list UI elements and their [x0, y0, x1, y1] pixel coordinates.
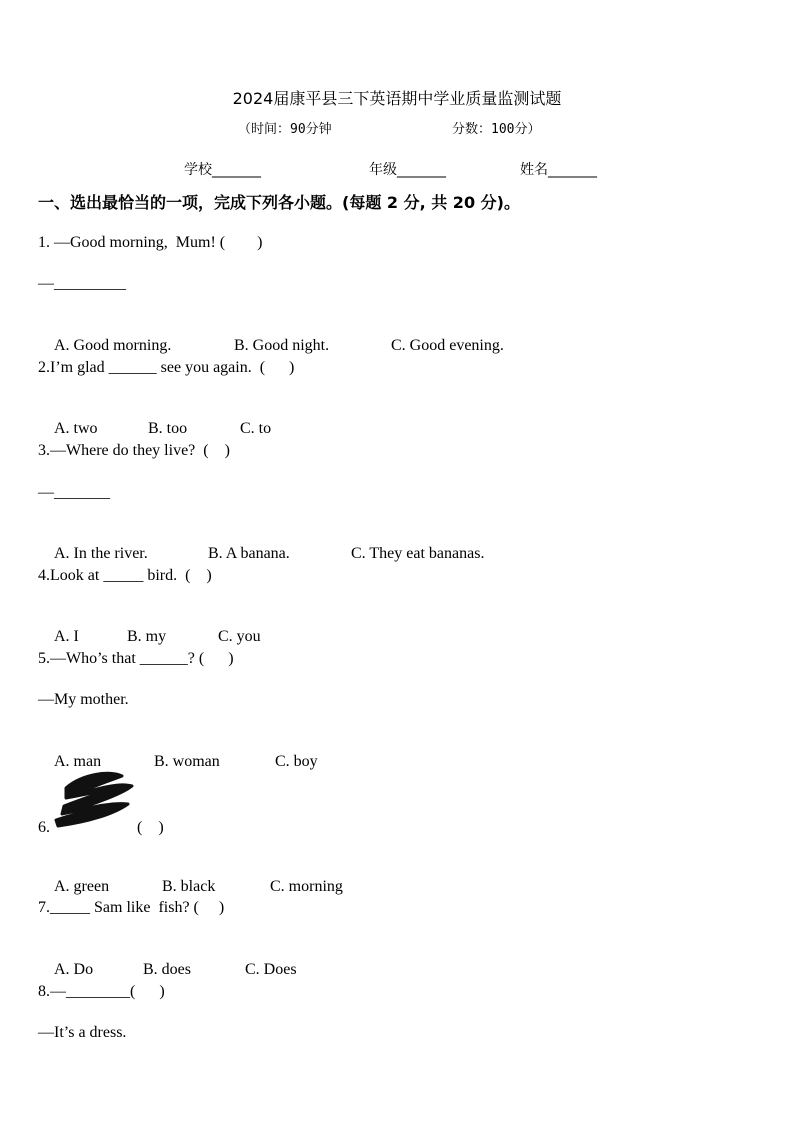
- option-c: C. to: [240, 420, 272, 437]
- question-7-stem: 7._____ Sam like fish? ( ): [38, 899, 225, 916]
- option-a: A. green: [54, 878, 110, 895]
- option-b: B. woman: [154, 753, 220, 770]
- question-2-stem: 2.I’m glad ______ see you again. ( ): [38, 359, 295, 376]
- redacted-image-icon: [52, 768, 138, 832]
- option-a: A. two: [54, 420, 98, 437]
- option-a: A. man: [54, 753, 102, 770]
- option-c: C. Does: [245, 961, 297, 978]
- question-1-stem: 1. —Good morning, Mum! ( ): [38, 234, 263, 251]
- question-3-stem: 3.—Where do they live? ( ): [38, 442, 230, 459]
- option-b: B. too: [148, 420, 188, 437]
- option-b: B. Good night.: [234, 337, 330, 354]
- option-b: B. does: [143, 961, 191, 978]
- question-5-answer-line: —My mother.: [38, 691, 129, 708]
- question-1-answer-line: —_________: [38, 275, 126, 292]
- question-3-answer-line: —_______: [38, 484, 110, 501]
- exam-title: 2024届康平县三下英语期中学业质量监测试题: [232, 89, 562, 108]
- question-6-stem: 6.: [38, 819, 50, 836]
- option-b: B. A banana.: [208, 545, 290, 562]
- option-b: B. my: [127, 628, 167, 645]
- option-c: C. They eat bananas.: [351, 545, 485, 562]
- question-8-stem: 8.—________( ): [38, 983, 165, 1000]
- option-c: C. Good evening.: [391, 337, 504, 354]
- option-a: A. Do: [54, 961, 94, 978]
- section-heading: 一、选出最恰当的一项，完成下列各小题。(每题 2 分, 共 20 分)。: [38, 193, 520, 212]
- option-c: C. boy: [275, 753, 318, 770]
- option-b: B. black: [162, 878, 216, 895]
- name-field: 姓名_______: [520, 162, 597, 178]
- option-a: A. Good morning.: [54, 337, 172, 354]
- option-c: C. you: [218, 628, 261, 645]
- grade-field: 年级_______: [369, 162, 446, 178]
- option-c: C. morning: [270, 878, 343, 895]
- school-field: 学校_______: [184, 162, 261, 178]
- question-6-paren: ( ): [137, 819, 164, 836]
- question-4-stem: 4.Look at _____ bird. ( ): [38, 567, 212, 584]
- question-8-answer-line: —It’s a dress.: [38, 1024, 127, 1041]
- option-a: A. In the river.: [54, 545, 148, 562]
- question-5-stem: 5.—Who’s that ______? ( ): [38, 650, 234, 667]
- total-score: 分数：100分）: [452, 122, 541, 137]
- option-a: A. I: [54, 628, 79, 645]
- time-limit: （时间：90分钟: [238, 122, 332, 137]
